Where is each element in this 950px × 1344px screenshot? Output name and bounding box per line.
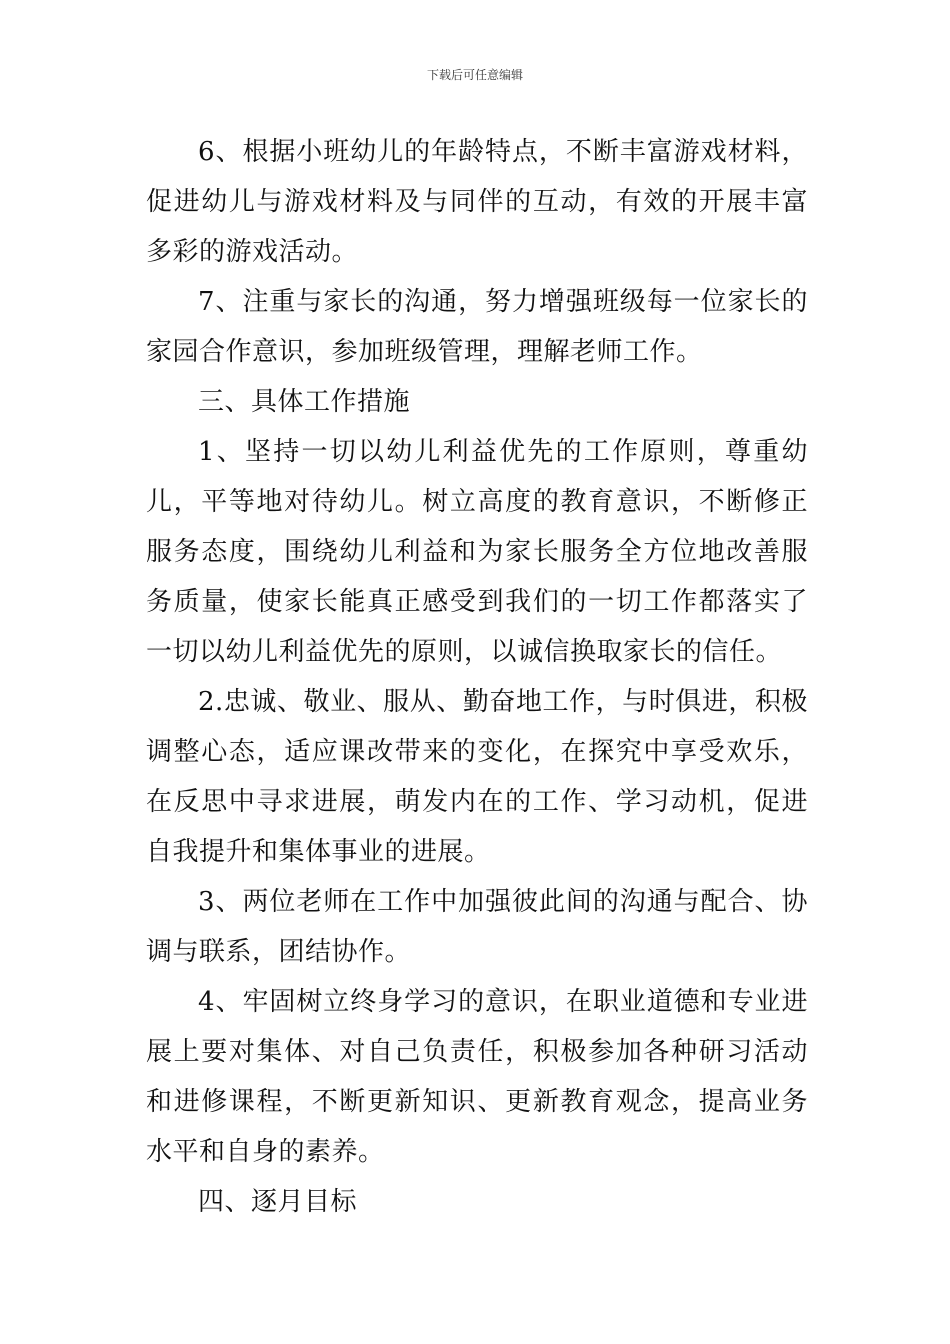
paragraph-measure-2: 2.忠诚、敬业、服从、勤奋地工作，与时俱进，积极调整心态，适应课改带来的变化，在探究中享受欢乐，在反思中寻求进展，萌发内在的工作、学习动机，促进自我提升和集体事业的进展。 bbox=[146, 687, 808, 867]
paragraph-item-7: 7、注重与家长的沟通，努力增强班级每一位家长的家园合作意识，参加班级管理，理解老师工作。 bbox=[146, 287, 808, 367]
document-body bbox=[146, 127, 808, 1227]
section-heading-monthly-goals: 四、逐月目标 bbox=[198, 1187, 358, 1217]
page-header-note: 下载后可任意编辑 bbox=[426, 68, 523, 82]
paragraph-measure-4: 4、牢固树立终身学习的意识，在职业道德和专业进展上要对集体、对自己负责任，积极参加各种研习活动和进修课程，不断更新知识、更新教育观念，提高业务水平和自身的素养。 bbox=[146, 987, 808, 1167]
paragraph-item-6: 6、根据小班幼儿的年龄特点，不断丰富游戏材料，促进幼儿与游戏材料及与同伴的互动，有效的开展丰富多彩的游戏活动。 bbox=[146, 137, 808, 267]
paragraph-measure-1: 1、坚持一切以幼儿利益优先的工作原则，尊重幼儿，平等地对待幼儿。树立高度的教育意识，不断修正服务态度，围绕幼儿利益和为家长服务全方位地改善服务质量，使家长能真正感受到我们的一切工作都落实了一切以幼儿利益优先的原则，以诚信换取家长的信任。 bbox=[146, 437, 808, 667]
section-heading-measures: 三、具体工作措施 bbox=[198, 387, 411, 417]
paragraph-measure-3: 3、两位老师在工作中加强彼此间的沟通与配合、协调与联系，团结协作。 bbox=[146, 887, 808, 967]
